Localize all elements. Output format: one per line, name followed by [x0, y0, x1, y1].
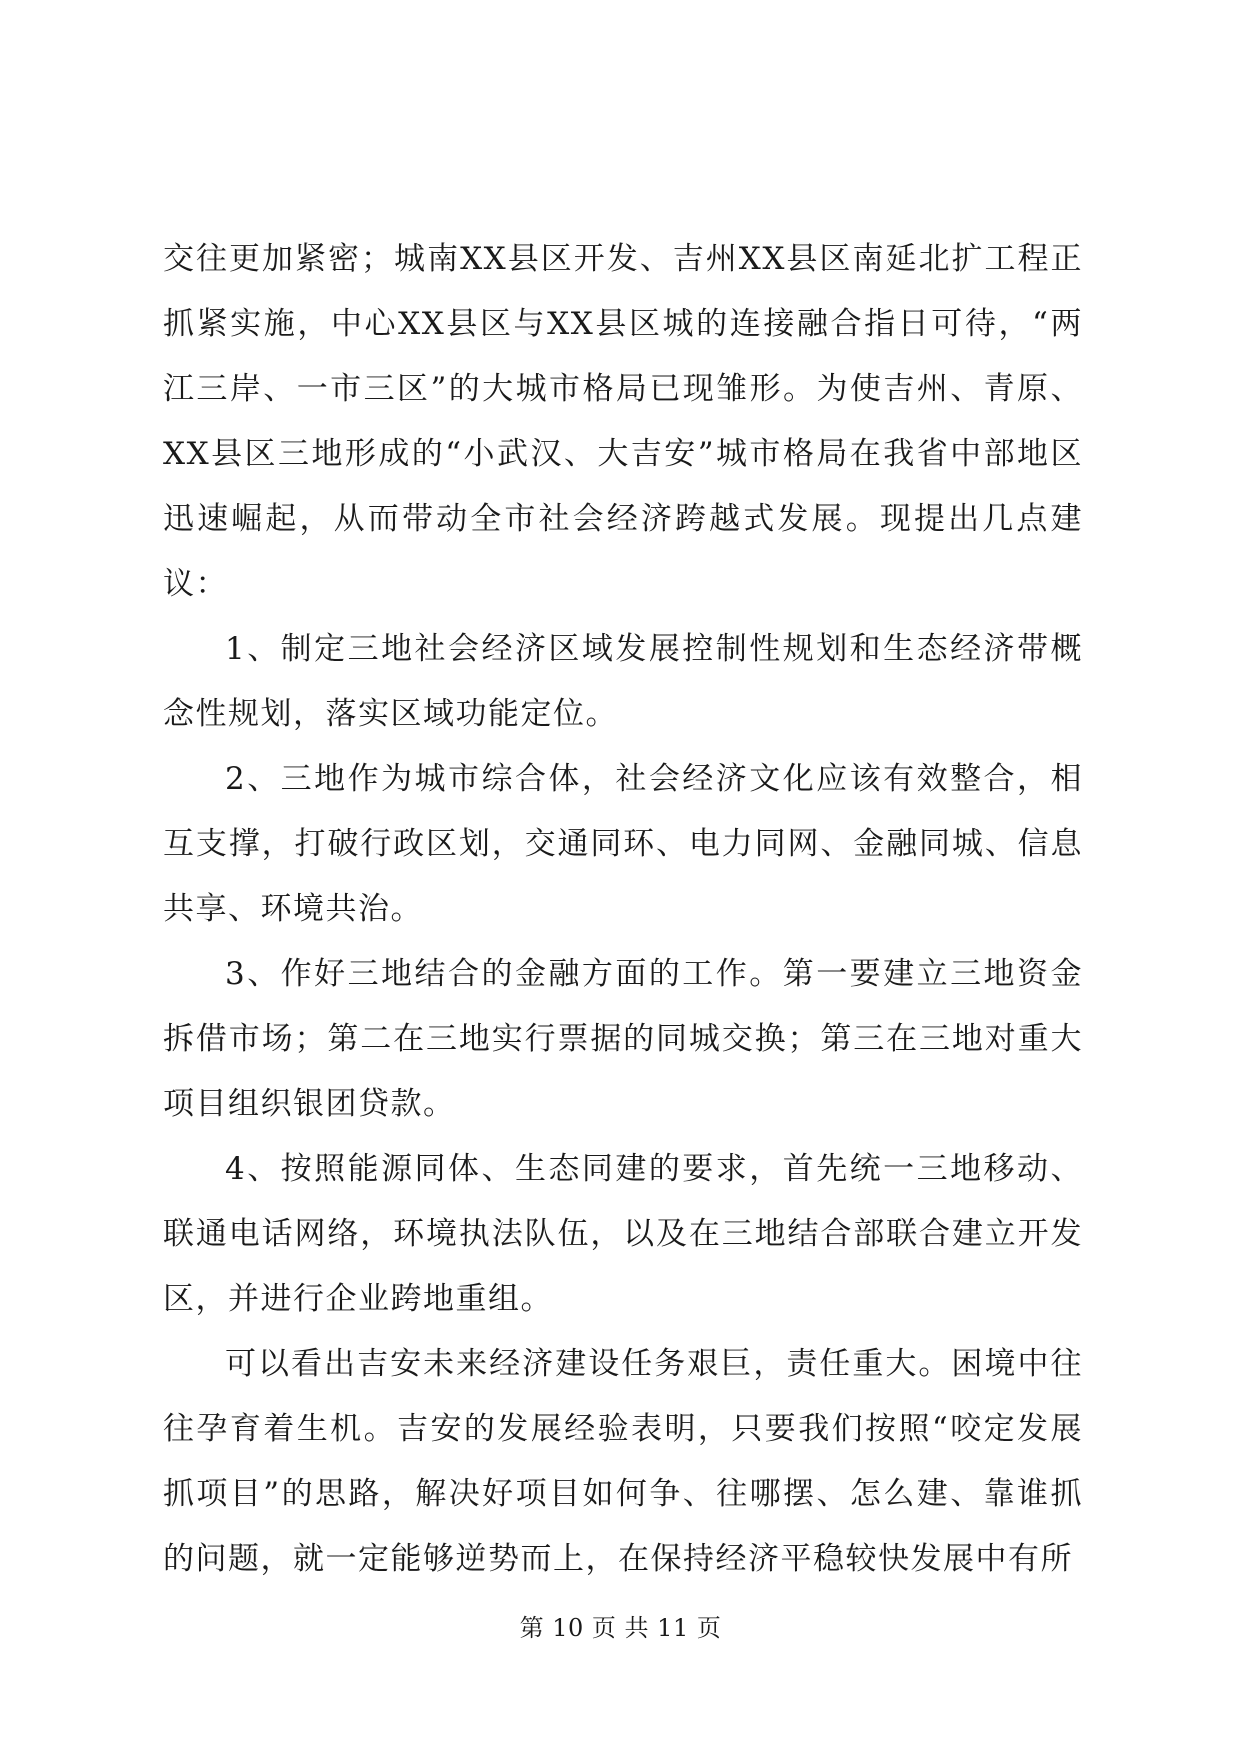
paragraph-item-3: 3、作好三地结合的金融方面的工作。第一要建立三地资金拆借市场；第二在三地实行票据的同城交换；第三在三地对重大项目组织银团贷款。 — [163, 956, 1083, 1122]
page-number-footer: 第 10 页 共 11 页 — [519, 1614, 722, 1642]
paragraph-continuation: 交往更加紧密；城南XX县区开发、吉州XX县区南延北扩工程正抓紧实施，中心XX县区与XX县区城的连接融合指日可待，“两江三岸、一市三区”的大城市格局已现雏形。为使吉州、青原、XX县区三地形成的“小武汉、大吉安”城市格局在我省中部地区迅速崛起，从而带动全市社会经济跨越式发展。现提出几点建议： — [163, 241, 1083, 602]
paragraph-item-1: 1、制定三地社会经济区域发展控制性规划和生态经济带概念性规划，落实区域功能定位。 — [163, 631, 1083, 732]
paragraph-conclusion: 可以看出吉安未来经济建设任务艰巨，责任重大。困境中往往孕育着生机。吉安的发展经验表明，只要我们按照“咬定发展抓项目”的思路，解决好项目如何争、往哪摆、怎么建、靠谁抓的问题，就一定能够逆势而上，在保持经济平稳较快发展中有所 — [163, 1346, 1083, 1577]
body-text — [163, 227, 1083, 1592]
paragraph-item-2: 2、三地作为城市综合体，社会经济文化应该有效整合，相互支撑，打破行政区划，交通同环、电力同网、金融同城、信息共享、环境共治。 — [163, 761, 1083, 927]
paragraph-item-4: 4、按照能源同体、生态同建的要求，首先统一三地移动、联通电话网络，环境执法队伍，以及在三地结合部联合建立开发区，并进行企业跨地重组。 — [163, 1151, 1083, 1317]
